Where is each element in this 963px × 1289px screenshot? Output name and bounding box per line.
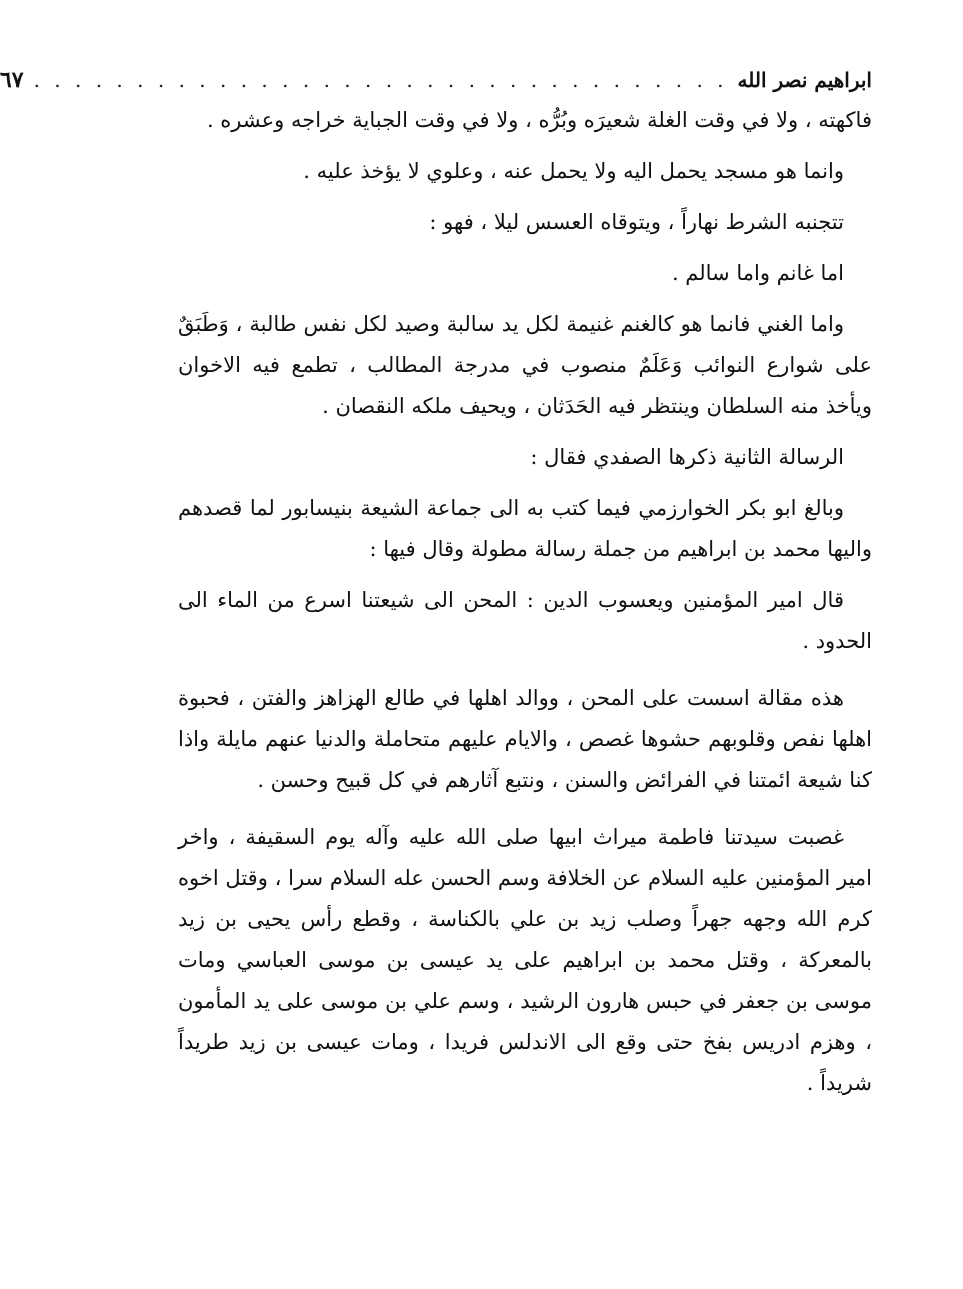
paragraph: هذه مقالة اسست على المحن ، ووالد اهلها في طالع الهزاهز والفتن ، فحبوة اهلها نفص وقلوبهم حشوها غصص ، والايام عليهم متحاملة والدنيا عنهم مايلة واذا كنا شيعة ائمتنا في الفرائض والسنن ، ونتبع آثارهم في كل قبيح وحسن . bbox=[178, 686, 872, 792]
body-text bbox=[178, 100, 872, 1104]
paragraph: وانما هو مسجد يحمل اليه ولا يحمل عنه ، وعلوي لا يؤخذ عليه . bbox=[303, 159, 844, 183]
paragraph: اما غانم واما سالم . bbox=[671, 261, 844, 285]
running-header bbox=[0, 60, 872, 100]
running-title: ابراهيم نصر الله bbox=[737, 68, 872, 92]
paragraph: قال امير المؤمنين ويعسوب الدين : المحن الى شيعتنا اسرع من الماء الى الحدود . bbox=[178, 588, 872, 653]
book-page bbox=[0, 60, 872, 1240]
paragraph: واما الغني فانما هو كالغنم غنيمة لكل يد سالبة وصيد لكل نفس طالبة ، وَطَبَقٌ على شوارع النوائب وَعَلَمٌ منصوب في مدرجة المطالب ، تطمع فيه الاخوان ويأخذ منه السلطان وينتظر فيه الحَدَثان ، ويحيف ملكه النقصان . bbox=[178, 312, 872, 418]
paragraph: الرسالة الثانية ذكرها الصفدي فقال : bbox=[530, 445, 844, 469]
page-number: ٦٧ bbox=[0, 67, 24, 93]
paragraph-continuation: فاكهته ، ولا في وقت الغلة شعيرَه وبُرُّه ، ولا في وقت الجباية خراجه وعشره . bbox=[206, 108, 872, 132]
paragraph: غصبت سيدتنا فاطمة ميراث ابيها صلى الله عليه وآله يوم السقيفة ، واخر امير المؤمنين عليه السلام عن الخلافة وسم الحسن عله السلام سرا ، وقتل اخوه كرم الله وجهه جهراً وصلب زيد بن علي بالكناسة ، وقطع رأس يحيى بن زيد بالمعركة ، وقتل محمد بن ابراهيم على يد عيسى بن موسى العباسي ومات موسى بن جعفر في حبس هارون الرشيد ، وسم علي بن موسى على يد المأمون ، وهزم ادريس بفخ حتى وقع الى الاندلس فريدا ، ومات عيسى بن زيد طريداً شريداً . bbox=[178, 825, 872, 1095]
paragraph: تتجنبه الشرط نهاراً ، ويتوقاه العسس ليلا ، فهو : bbox=[429, 210, 844, 234]
paragraph: وبالغ ابو بكر الخوارزمي فيما كتب به الى جماعة الشيعة بنيسابور لما قصدهم واليها محمد بن ابراهيم من جملة رسالة مطولة وقال فيها : bbox=[178, 496, 872, 561]
leader-dots: . . . . . . . . . . . . . . . . . . . . . . . . . . . . . . . . . . bbox=[33, 68, 728, 92]
